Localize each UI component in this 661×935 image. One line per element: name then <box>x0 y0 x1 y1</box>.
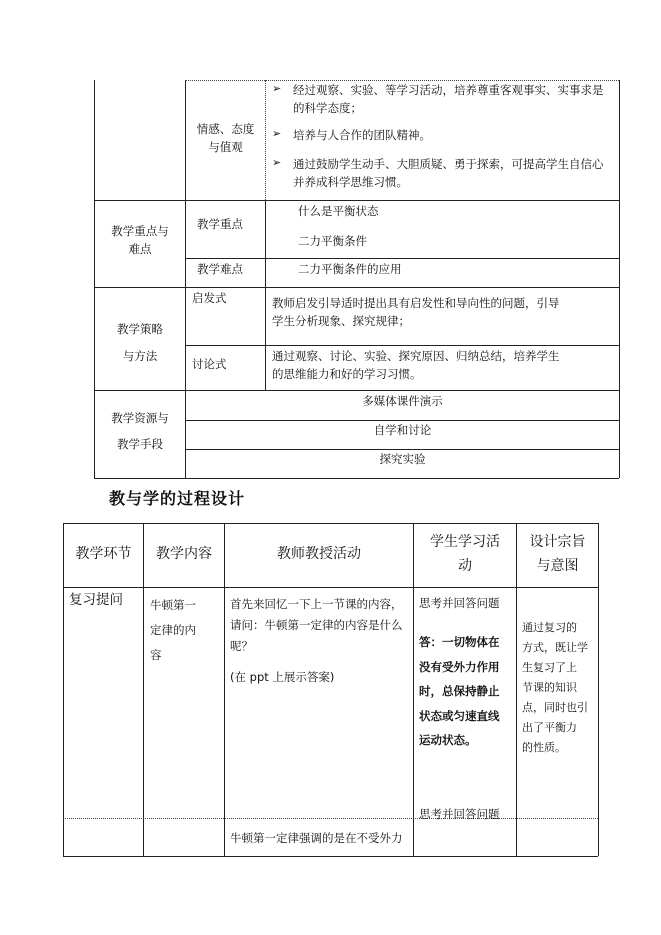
teacher-line: (在 ppt 上展示答案) <box>230 670 335 684</box>
teacher-line: 牛顿第一定律强调的是在不受外力 <box>230 831 403 845</box>
column-header: 教学内容 <box>156 546 212 562</box>
column-header: 教学环节 <box>75 546 132 562</box>
strategy-desc-line: 学生分析现象、探究规律； <box>272 314 410 328</box>
student-answer-line: 答：一切物体在 <box>419 635 500 649</box>
student-answer-line: 运动状态。 <box>419 733 477 747</box>
table-divider <box>143 523 144 856</box>
table-border <box>94 478 619 479</box>
arrow-bullet-icon: ➢ <box>272 82 282 95</box>
emotion-bullet <box>293 81 604 117</box>
purpose-cell <box>522 618 588 758</box>
strategy-label-line: 与方法 <box>122 349 158 363</box>
bullet-text: 并养成科学思维习惯。 <box>293 175 408 189</box>
table-border <box>619 80 620 478</box>
arrow-bullet-icon: ➢ <box>272 156 282 169</box>
table-divider <box>94 287 619 288</box>
purpose-line: 出了平衡力 <box>522 721 577 734</box>
strategy-desc-line: 的思维能力和好的学习习惯。 <box>272 367 422 381</box>
strategy-name: 讨论式 <box>192 357 227 371</box>
resource-label <box>95 405 185 457</box>
resource-label-line: 教学手段 <box>117 437 163 451</box>
table-divider <box>224 523 225 856</box>
strategy-desc-line: 教师启发引导适时提出具有启发性和导向性的问题，引导 <box>272 296 560 310</box>
student-answer-line: 时，总保持静止 <box>419 684 500 698</box>
teacher-line: 请问：牛顿第一定律的内容是什么 <box>230 618 403 632</box>
column-header-line: 与意图 <box>536 558 579 574</box>
content-line: 容 <box>150 648 162 662</box>
strategy-desc <box>272 347 560 383</box>
stage-cell: 复习提问 <box>69 592 123 608</box>
table-border <box>598 523 599 856</box>
purpose-line: 节课的知识 <box>522 681 577 694</box>
table-divider <box>63 587 598 588</box>
column-header: 教师教授活动 <box>277 546 361 562</box>
column-header <box>414 530 516 578</box>
purpose-line: 点，同时也引 <box>522 701 588 714</box>
purpose-line: 方式，既让学 <box>522 641 588 654</box>
purpose-line: 通过复习的 <box>522 621 577 634</box>
bullet-text: 经过观察、实验、等学习活动，培养尊重客观事实、实事求是 <box>293 83 604 97</box>
key-point-label: 教学重点 <box>197 217 243 231</box>
strategy-desc-line: 通过观察、讨论、实验、探究原因、归纳总结，培养学生 <box>272 349 560 363</box>
teacher-line: 呢？ <box>230 639 253 653</box>
key-point: 二力平衡条件 <box>298 234 367 248</box>
table-divider <box>94 390 619 391</box>
column-header <box>517 530 598 578</box>
table-divider <box>265 80 266 200</box>
student-intro: 思考并回答问题 <box>419 596 500 610</box>
bullet-text: 通过鼓励学生动手、大胆质疑、勇于探索，可提高学生自信心 <box>293 157 604 171</box>
difficulty-label: 教学难点 <box>197 262 243 276</box>
key-point: 什么是平衡状态 <box>298 204 379 218</box>
strategy-label-line: 教学策略 <box>117 322 163 336</box>
table-divider <box>94 200 619 201</box>
content-line: 牛顿第一 <box>150 598 196 612</box>
student-answer <box>419 630 500 753</box>
emotion-bullet <box>293 155 604 191</box>
column-header-line: 动 <box>458 558 472 574</box>
column-header-line: 学生学习活 <box>430 534 500 550</box>
difficulty-text: 二力平衡条件的应用 <box>298 262 402 276</box>
student-answer-line: 状态或匀速直线 <box>419 708 500 723</box>
table-border <box>63 856 598 857</box>
strategy-desc <box>272 294 560 330</box>
column-header-line: 设计宗旨 <box>529 534 586 550</box>
teacher-cell <box>230 594 403 688</box>
table-border <box>63 523 598 524</box>
table-divider <box>185 258 619 259</box>
resource-item: 多媒体课件演示 <box>362 394 443 408</box>
focus-label-line: 教学重点与 <box>111 224 169 238</box>
strategy-label <box>95 316 185 370</box>
content-line: 定律的内 <box>150 623 196 637</box>
purpose-line: 的性质。 <box>522 741 566 754</box>
table-divider <box>265 200 266 390</box>
resource-label-line: 教学资源与 <box>111 411 169 425</box>
teacher-line: 首先来回忆一下上一节课的内容， <box>230 597 403 611</box>
content-cell <box>150 593 196 668</box>
focus-label <box>95 222 185 258</box>
resource-item: 自学和讨论 <box>373 423 432 437</box>
focus-label-line: 难点 <box>128 242 152 256</box>
emotion-label-line: 情感、态度 <box>196 122 255 136</box>
bullet-text: 培养与人合作的团队精神。 <box>293 128 431 142</box>
bullet-text: 的科学态度； <box>293 101 362 115</box>
student-answer-line: 没有受外力作用 <box>419 659 500 674</box>
table-divider <box>63 818 598 819</box>
section-title: 教与学的过程设计 <box>109 489 246 508</box>
emotion-label-line: 与值观 <box>208 140 243 154</box>
strategy-name: 启发式 <box>192 291 227 305</box>
resource-item: 探究实验 <box>379 452 426 466</box>
table-divider <box>185 345 619 346</box>
emotion-label <box>186 120 265 156</box>
table-border <box>63 523 64 856</box>
student-bottom: 思考并回答问题 <box>419 807 500 821</box>
arrow-bullet-icon: ➢ <box>272 127 282 140</box>
purpose-line: 生复习了上 <box>522 661 577 674</box>
emotion-bullet <box>293 126 431 144</box>
